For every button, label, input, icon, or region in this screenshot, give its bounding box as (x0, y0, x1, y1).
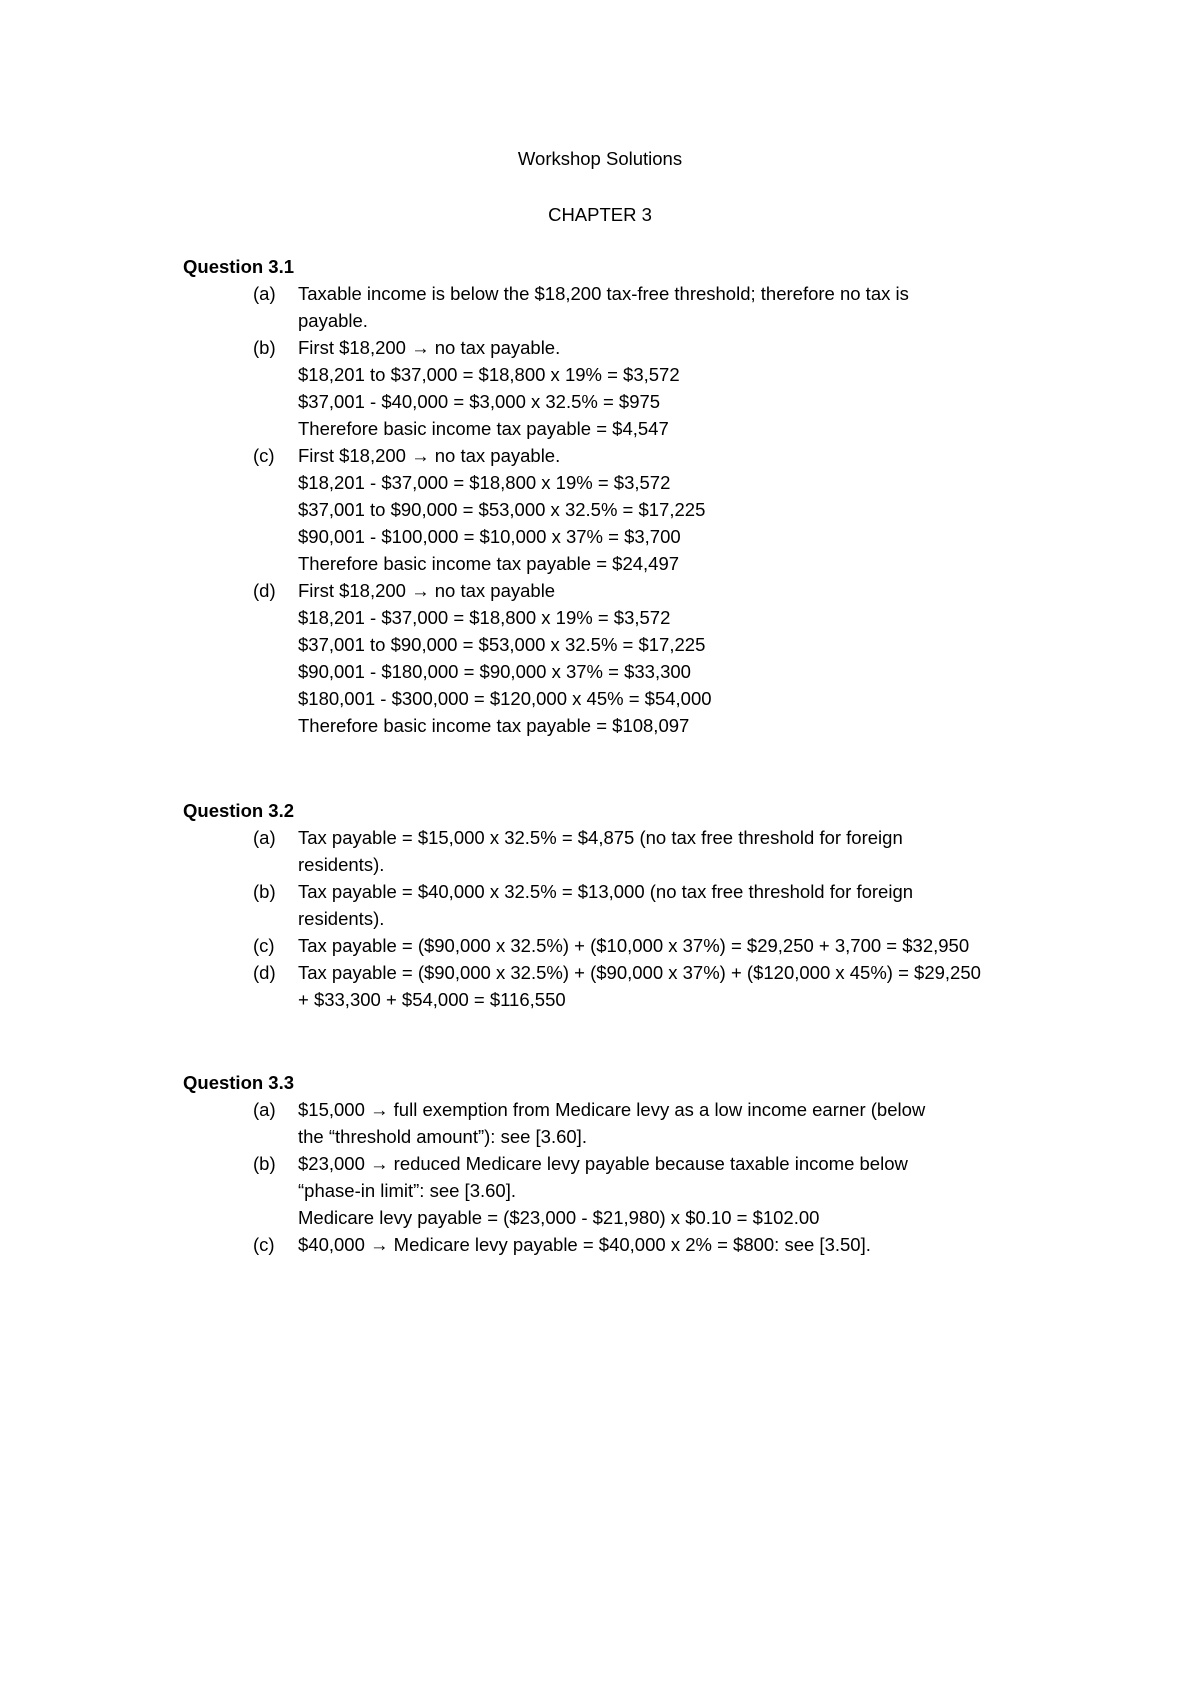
answer-part (183, 932, 1083, 959)
part-label: (d) (253, 580, 276, 601)
answer-line: Tax payable = ($90,000 x 32.5%) + ($90,000 x 37%) + ($120,000 x 45%) = $29,250 (298, 962, 981, 983)
part-label: (c) (253, 1234, 275, 1255)
answer-line: $180,001 - $300,000 = $120,000 x 45% = $54,000 (298, 688, 712, 709)
part-body (298, 1096, 1023, 1150)
answer-line: $37,001 to $90,000 = $53,000 x 32.5% = $17,225 (298, 499, 706, 520)
part-label: (b) (253, 1153, 276, 1174)
answer-part (183, 1096, 1083, 1150)
answer-part (183, 878, 1083, 932)
answer-line: Tax payable = $40,000 x 32.5% = $13,000 (no tax free threshold for foreign (298, 881, 914, 902)
answer-line: “phase-in limit”: see [3.60]. (298, 1180, 516, 1201)
document-title: Workshop Solutions (517, 148, 683, 169)
answer-part (183, 824, 1083, 878)
answer-line: First $18,200 → no tax payable. (298, 445, 561, 466)
answer-line: $90,001 - $100,000 = $10,000 x 37% = $3,700 (298, 526, 681, 547)
part-label: (c) (253, 445, 275, 466)
answer-line: Tax payable = ($90,000 x 32.5%) + ($10,000 x 37%) = $29,250 + 3,700 = $32,950 (298, 935, 970, 956)
part-body (298, 280, 1023, 334)
question-3-3 (183, 1069, 1083, 1258)
answer-part (183, 280, 1083, 334)
answer-parts-list (183, 280, 1083, 739)
answer-part (183, 334, 1083, 442)
answer-line: $15,000 → full exemption from Medicare levy as a low income earner (below (298, 1099, 926, 1120)
answer-line: $37,001 - $40,000 = $3,000 x 32.5% = $975 (298, 391, 661, 412)
part-body (298, 442, 1023, 577)
answer-part (183, 442, 1083, 577)
answer-line: Therefore basic income tax payable = $24,497 (298, 553, 680, 574)
answer-part (183, 577, 1083, 739)
question-3-1 (183, 253, 1083, 739)
question-heading: Question 3.2 (183, 800, 295, 821)
part-label: (b) (253, 337, 276, 358)
part-label: (d) (253, 962, 276, 983)
answer-line: Therefore basic income tax payable = $4,547 (298, 418, 669, 439)
chapter-heading: CHAPTER 3 (548, 204, 652, 225)
answer-line: $18,201 - $37,000 = $18,800 x 19% = $3,572 (298, 607, 671, 628)
answer-line: Medicare levy payable = ($23,000 - $21,980) x $0.10 = $102.00 (298, 1207, 820, 1228)
answer-line: the “threshold amount”): see [3.60]. (298, 1126, 587, 1147)
part-body (298, 959, 1023, 1013)
answer-line: $18,201 to $37,000 = $18,800 x 19% = $3,572 (298, 364, 680, 385)
answer-line: $90,001 - $180,000 = $90,000 x 37% = $33,300 (298, 661, 691, 682)
answer-line: $23,000 → reduced Medicare levy payable because taxable income below (298, 1153, 908, 1174)
answer-line: Therefore basic income tax payable = $108,097 (298, 715, 690, 736)
part-body (298, 932, 1023, 959)
answer-part (183, 1231, 1083, 1258)
part-label: (b) (253, 881, 276, 902)
answer-line: residents). (298, 854, 385, 875)
answer-line: Tax payable = $15,000 x 32.5% = $4,875 (no tax free threshold for foreign (298, 827, 903, 848)
part-body (298, 1231, 1023, 1258)
question-heading: Question 3.1 (183, 256, 295, 277)
part-label: (c) (253, 935, 275, 956)
answer-line: $18,201 - $37,000 = $18,800 x 19% = $3,572 (298, 472, 671, 493)
answer-part (183, 1150, 1083, 1231)
question-3-2 (183, 797, 1083, 1013)
answer-line: Taxable income is below the $18,200 tax-free threshold; therefore no tax is (298, 283, 909, 304)
answer-line: First $18,200 → no tax payable. (298, 337, 561, 358)
answer-line: residents). (298, 908, 385, 929)
part-body (298, 334, 1023, 442)
answer-line: First $18,200 → no tax payable (298, 580, 556, 601)
answer-line: payable. (298, 310, 368, 331)
part-body (298, 824, 1023, 878)
answer-line: + $33,300 + $54,000 = $116,550 (298, 989, 566, 1010)
part-label: (a) (253, 1099, 276, 1120)
answer-line: $37,001 to $90,000 = $53,000 x 32.5% = $17,225 (298, 634, 706, 655)
question-heading: Question 3.3 (183, 1072, 295, 1093)
answer-line: $40,000 → Medicare levy payable = $40,000 x 2% = $800: see [3.50]. (298, 1234, 871, 1255)
part-body (298, 577, 1023, 739)
part-label: (a) (253, 827, 276, 848)
answer-parts-list (183, 1096, 1083, 1258)
part-body (298, 1150, 1023, 1231)
part-body (298, 878, 1023, 932)
answer-part (183, 959, 1083, 1013)
answer-parts-list (183, 824, 1083, 1013)
part-label: (a) (253, 283, 276, 304)
